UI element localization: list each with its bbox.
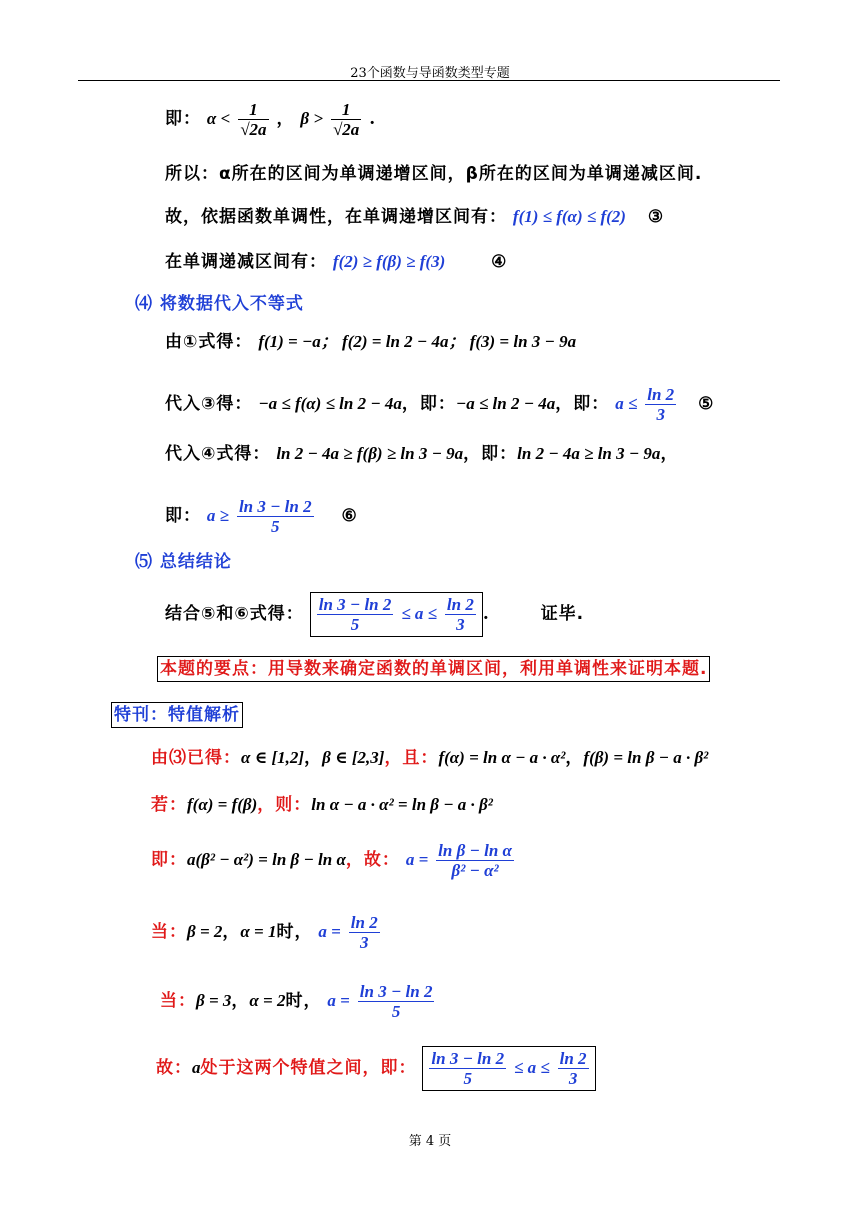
boxed-result xyxy=(422,1046,595,1091)
text: ，即： xyxy=(555,394,610,414)
text: . xyxy=(369,109,376,129)
text: 故： xyxy=(156,1058,192,1078)
math: a ≤ xyxy=(615,394,638,413)
denominator: 3 xyxy=(456,615,465,634)
line-lower-bound xyxy=(165,497,357,536)
line-alpha-beta-bounds xyxy=(165,100,375,139)
text: ，故： xyxy=(345,850,400,870)
math: β ∈ [2,3] xyxy=(322,748,385,767)
qed-text: 证毕. xyxy=(540,604,585,624)
circled-marker: ④ xyxy=(491,252,507,272)
math: a = xyxy=(327,991,350,1010)
header-rule xyxy=(78,80,780,81)
math: ln 2 − 4a ≥ ln 3 − 9a xyxy=(517,444,661,463)
text: 代入④式得： xyxy=(165,444,271,464)
fraction xyxy=(349,913,380,952)
fraction xyxy=(317,595,394,634)
text: 即： xyxy=(165,506,201,526)
denominator: 5 xyxy=(350,615,360,634)
key-point-box: 本题的要点：用导数来确定函数的单调区间，利用单调性来证明本题. xyxy=(157,656,710,682)
math: f(1) = −a； f(2) = ln 2 − 4a； f(3) = ln 3 − 9a xyxy=(258,332,577,351)
line-decreasing xyxy=(165,250,506,274)
text: ， xyxy=(304,748,323,768)
line-conclusion xyxy=(165,592,584,637)
fraction xyxy=(237,497,314,536)
text: 处于这两个特值之间，即： xyxy=(200,1058,417,1078)
fraction xyxy=(445,595,476,634)
math: f(β) = ln β − a · β² xyxy=(583,748,709,767)
numerator: ln 3 − ln 2 xyxy=(318,595,392,614)
numerator: ln 2 xyxy=(446,595,474,614)
math: β = 2 xyxy=(187,922,223,941)
line-equal-values xyxy=(151,793,493,817)
math: a(β² − α²) = ln β − ln α xyxy=(187,850,346,869)
denominator: 5 xyxy=(463,1069,472,1088)
line-function-values xyxy=(165,330,576,354)
numerator: ln β − ln α xyxy=(438,841,512,860)
line-known-ranges xyxy=(151,746,708,770)
math: α = 1 xyxy=(240,922,277,941)
line-final-range xyxy=(156,1046,596,1091)
numerator: ln 3 − ln 2 xyxy=(238,497,312,516)
math: α = 2 xyxy=(249,991,286,1010)
text: ， xyxy=(276,109,295,129)
line-special-value-2 xyxy=(160,982,436,1021)
section-heading-4: ⑷ 将数据代入不等式 xyxy=(135,294,304,314)
text: 即： xyxy=(165,109,201,129)
text: 时， xyxy=(276,922,313,942)
denominator: 5 xyxy=(391,1002,401,1021)
line-substitute-4 xyxy=(165,442,678,466)
denominator: 3 xyxy=(568,1069,578,1088)
math: a = xyxy=(405,850,429,869)
math: ln α − a · α² = ln β − a · β² xyxy=(311,795,493,814)
section-heading-5: ⑸ 总结结论 xyxy=(135,552,232,572)
text: ，即： xyxy=(401,394,456,414)
math: f(1) ≤ f(α) ≤ f(2) xyxy=(512,207,626,226)
fraction xyxy=(436,841,514,880)
text: 结合⑤和⑥式得： xyxy=(165,604,304,624)
denominator: 3 xyxy=(360,933,369,952)
numerator: ln 2 xyxy=(647,385,675,404)
text: ，则： xyxy=(257,795,312,815)
numerator: ln 2 xyxy=(350,913,378,932)
math: ≤ a ≤ xyxy=(401,604,437,623)
math: a ≥ xyxy=(206,506,230,525)
boxed-result xyxy=(310,592,483,637)
special-analysis-title: 特刊：特值解析 xyxy=(111,702,243,728)
text: 由⑶已得： xyxy=(151,748,241,768)
math: β > xyxy=(300,109,324,128)
text: 由①式得： xyxy=(165,332,253,352)
line-special-value-1 xyxy=(151,913,382,952)
text: ， xyxy=(660,444,679,464)
text: 若： xyxy=(151,795,187,815)
fraction xyxy=(238,100,268,139)
denominator: β² − α² xyxy=(451,861,499,880)
math: −a ≤ f(α) ≤ ln 2 − 4a xyxy=(258,394,402,413)
fraction xyxy=(558,1049,589,1088)
numerator: ln 2 xyxy=(559,1049,587,1068)
text: 代入③得： xyxy=(165,394,253,414)
text: ， xyxy=(222,922,241,942)
numerator: 1 xyxy=(331,100,361,120)
text: ，且： xyxy=(384,748,439,768)
line-substitute-3 xyxy=(165,385,713,424)
math: β = 3 xyxy=(196,991,232,1010)
fraction xyxy=(645,385,676,424)
denominator: √2a xyxy=(240,120,267,139)
text: 在单调递减区间有： xyxy=(165,252,327,272)
line-increasing xyxy=(165,205,663,229)
circled-marker: ⑥ xyxy=(341,506,357,526)
line-monotonic-intervals: 所以：α所在的区间为单调递增区间，β所在的区间为单调递减区间. xyxy=(165,164,703,184)
text: 即： xyxy=(151,850,187,870)
denominator: 3 xyxy=(656,405,665,424)
text: 故，依据函数单调性，在单调递增区间有： xyxy=(165,207,507,227)
math: ln 2 − 4a ≥ f(β) ≥ ln 3 − 9a xyxy=(276,444,464,463)
text: ， xyxy=(565,748,584,768)
text: ，即： xyxy=(463,444,518,464)
text: . xyxy=(482,604,489,624)
text: 当： xyxy=(151,922,187,942)
math: f(α) = ln α − a · α² xyxy=(438,748,566,767)
text: ， xyxy=(231,991,250,1011)
math: a xyxy=(192,1058,201,1077)
math: −a ≤ ln 2 − 4a xyxy=(455,394,556,413)
math: f(2) ≥ f(β) ≥ f(3) xyxy=(332,252,446,271)
fraction xyxy=(358,982,435,1021)
denominator: 5 xyxy=(271,517,280,536)
page-number: 第 4 页 xyxy=(408,1134,452,1149)
circled-marker: ⑤ xyxy=(698,394,714,414)
numerator: ln 3 − ln 2 xyxy=(431,1049,505,1068)
document-header: 23个函数与导函数类型专题 xyxy=(350,66,510,81)
circled-marker: ③ xyxy=(647,207,664,227)
numerator: ln 3 − ln 2 xyxy=(359,982,433,1001)
fraction xyxy=(429,1049,506,1088)
line-solve-a xyxy=(151,841,516,880)
math: f(α) = f(β) xyxy=(187,795,258,814)
math: ≤ a ≤ xyxy=(514,1058,550,1077)
text: 时， xyxy=(285,991,322,1011)
math: α ∈ [1,2] xyxy=(241,748,305,767)
denominator: √2a xyxy=(332,120,360,139)
math: a = xyxy=(318,922,341,941)
numerator: 1 xyxy=(238,100,268,120)
math: α < xyxy=(206,109,231,128)
text: 当： xyxy=(160,991,196,1011)
fraction xyxy=(331,100,361,139)
